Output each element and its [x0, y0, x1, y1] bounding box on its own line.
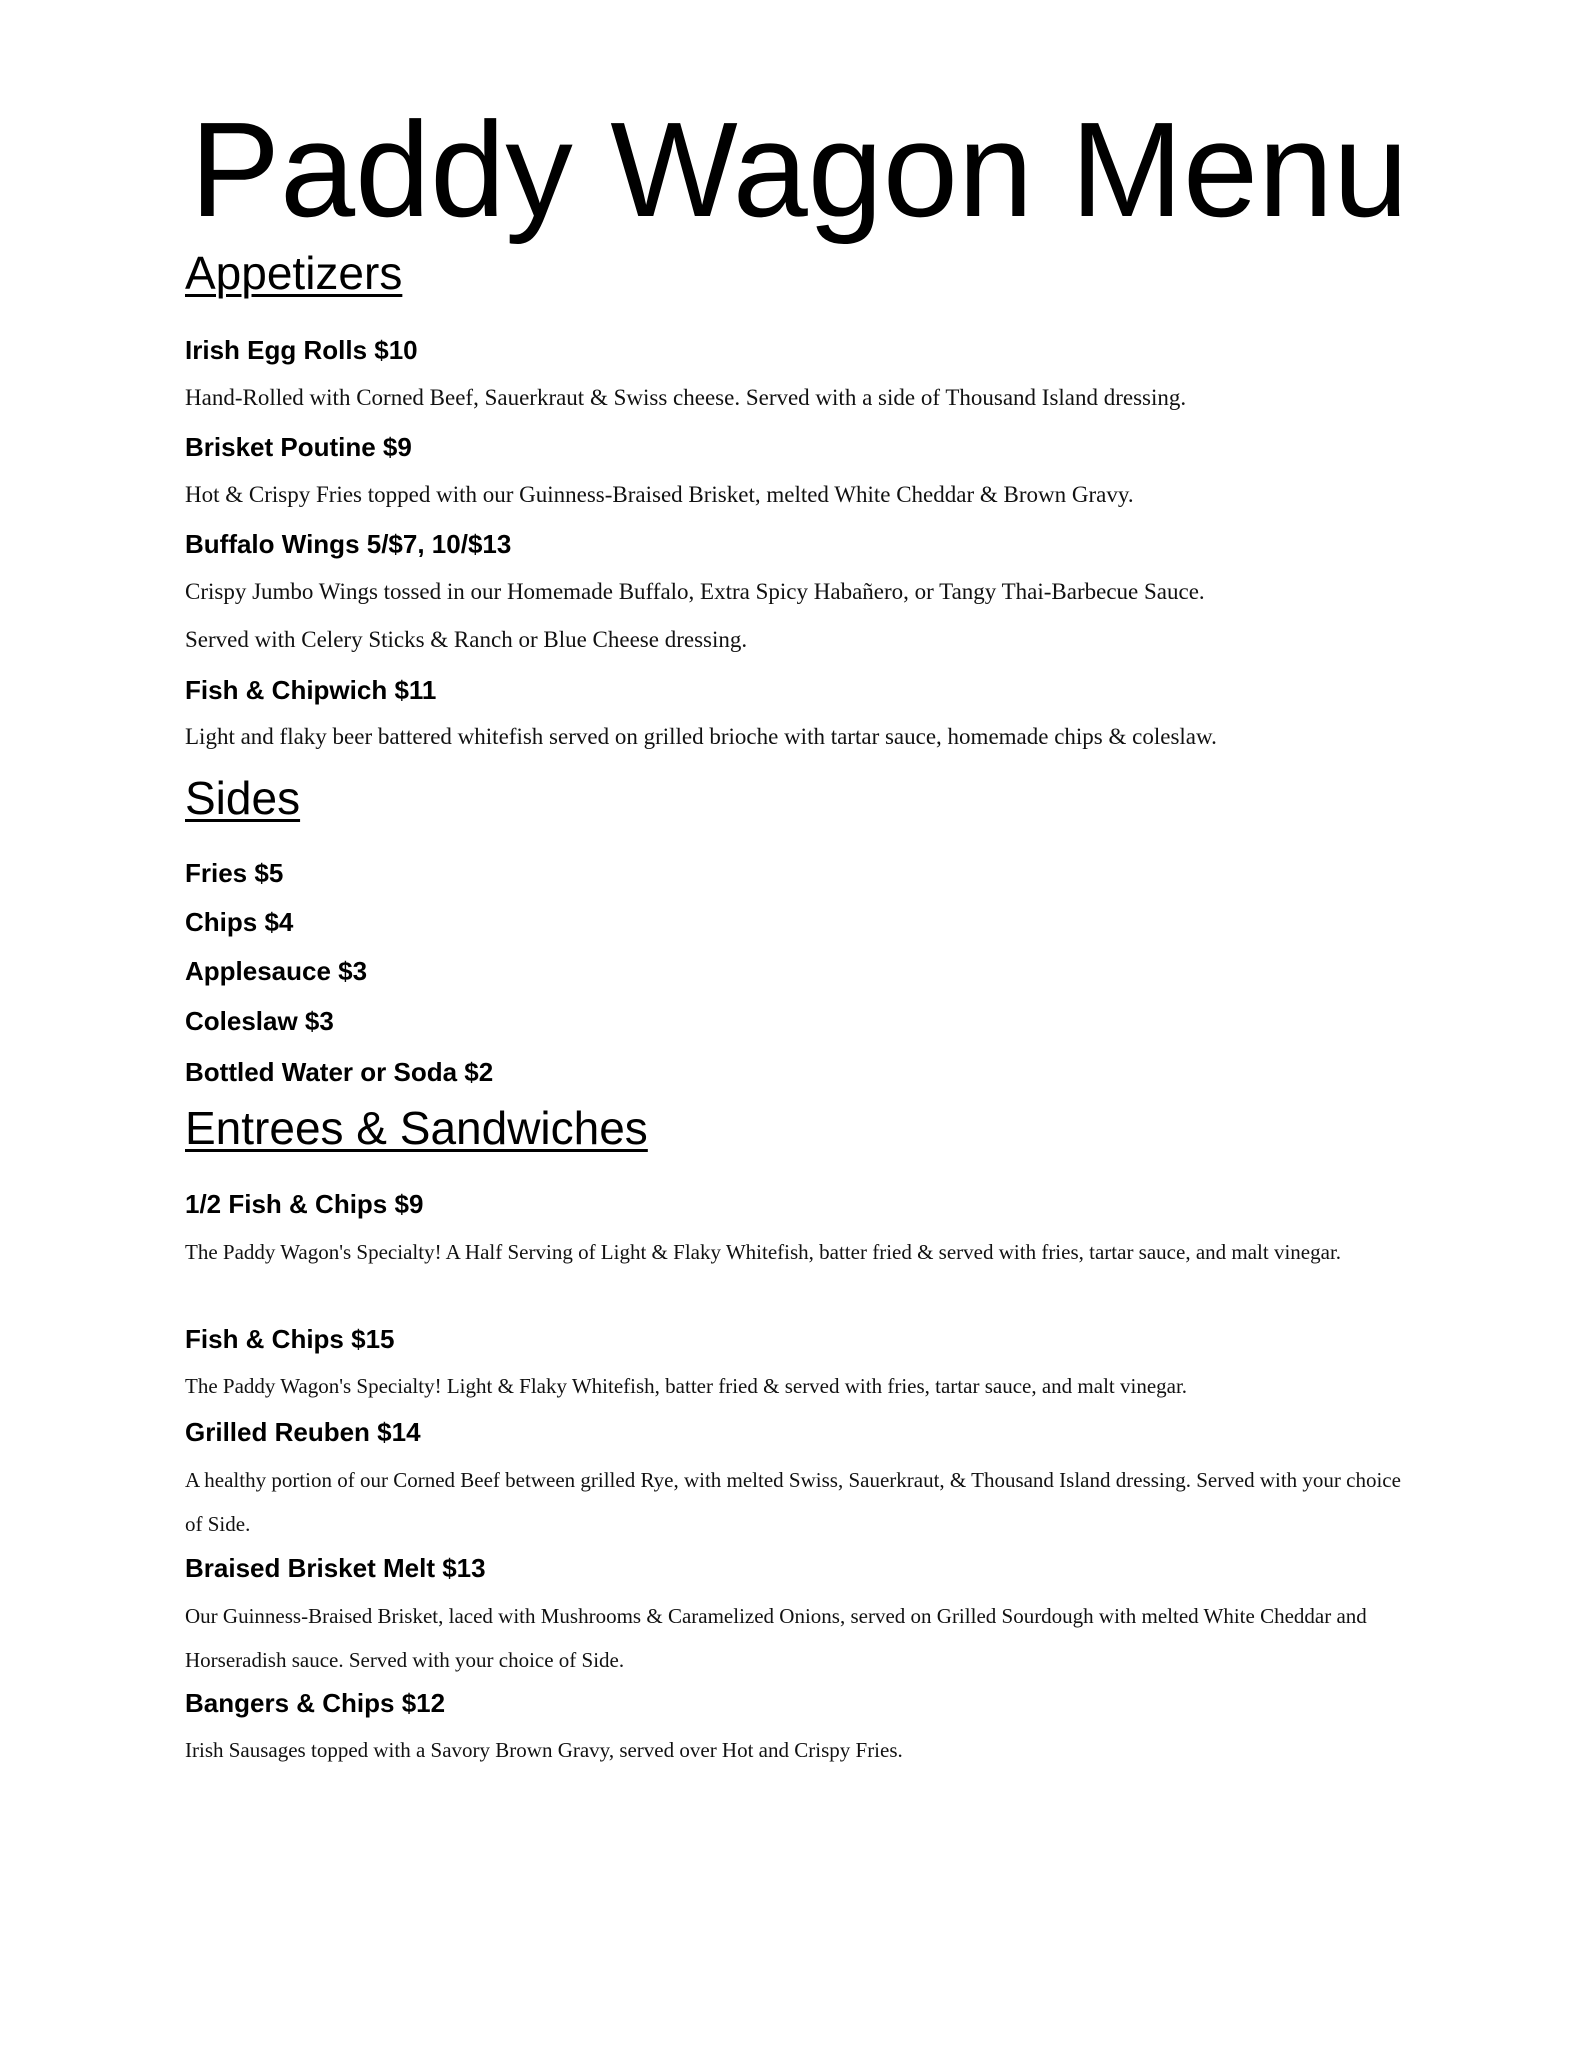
- entrees-heading: Entrees & Sandwiches: [185, 1102, 648, 1154]
- side-item-name: Chips $4: [185, 907, 294, 937]
- appetizer-item-description: Crispy Jumbo Wings tossed in our Homemade Buffalo, Extra Spicy Habañero, or Tangy Thai-Barbecue Sauce.: [185, 579, 1205, 604]
- appetizer-item-name: Fish & Chipwich $11: [185, 675, 437, 705]
- side-item-name: Coleslaw $3: [185, 1006, 334, 1036]
- side-item-name: Bottled Water or Soda $2: [185, 1057, 494, 1087]
- entree-item-name: Fish & Chips $15: [185, 1324, 395, 1354]
- sides-heading: Sides: [185, 772, 301, 824]
- side-item-name: Applesauce $3: [185, 956, 368, 986]
- entree-item-description: Our Guinness-Braised Brisket, laced with Mushrooms & Caramelized Onions, served on Grilled Sourdough with melted White Cheddar and Horseradish sauce. Served with your choice of Side.: [185, 1604, 1367, 1672]
- side-item-name: Fries $5: [185, 858, 284, 888]
- appetizer-item-description: Hand-Rolled with Corned Beef, Sauerkraut & Swiss cheese. Served with a side of Thousand Island dressing.: [185, 385, 1187, 410]
- appetizer-item-description-continued: Served with Celery Sticks & Ranch or Blue Cheese dressing.: [185, 627, 748, 652]
- menu-title: Paddy Wagon Menu: [190, 94, 1409, 245]
- appetizer-item-name: Irish Egg Rolls $10: [185, 335, 418, 365]
- entree-item-description: A healthy portion of our Corned Beef between grilled Rye, with melted Swiss, Sauerkraut, & Thousand Island dressing. Served with your choice of Side.: [185, 1468, 1401, 1536]
- entree-item-name: Grilled Reuben $14: [185, 1417, 421, 1447]
- entree-item-description: The Paddy Wagon's Specialty! Light & Flaky Whitefish, batter fried & served with fries, tartar sauce, and malt vinegar.: [185, 1374, 1188, 1398]
- appetizer-item-description: Light and flaky beer battered whitefish served on grilled brioche with tartar sauce, homemade chips & coleslaw.: [185, 724, 1217, 749]
- appetizer-item-name: Brisket Poutine $9: [185, 432, 412, 462]
- appetizer-item-description: Hot & Crispy Fries topped with our Guinness-Braised Brisket, melted White Cheddar & Brown Gravy.: [185, 482, 1134, 507]
- entree-item-name: Bangers & Chips $12: [185, 1688, 446, 1718]
- entree-item-name: Braised Brisket Melt $13: [185, 1553, 486, 1583]
- entree-item-description: Irish Sausages topped with a Savory Brown Gravy, served over Hot and Crispy Fries.: [185, 1738, 903, 1762]
- entree-item-description: The Paddy Wagon's Specialty! A Half Serving of Light & Flaky Whitefish, batter fried & served with fries, tartar sauce, and malt vinegar.: [185, 1240, 1342, 1264]
- entree-item-name: 1/2 Fish & Chips $9: [185, 1189, 424, 1219]
- appetizers-heading: Appetizers: [185, 247, 403, 299]
- appetizer-item-name: Buffalo Wings 5/$7, 10/$13: [185, 529, 512, 559]
